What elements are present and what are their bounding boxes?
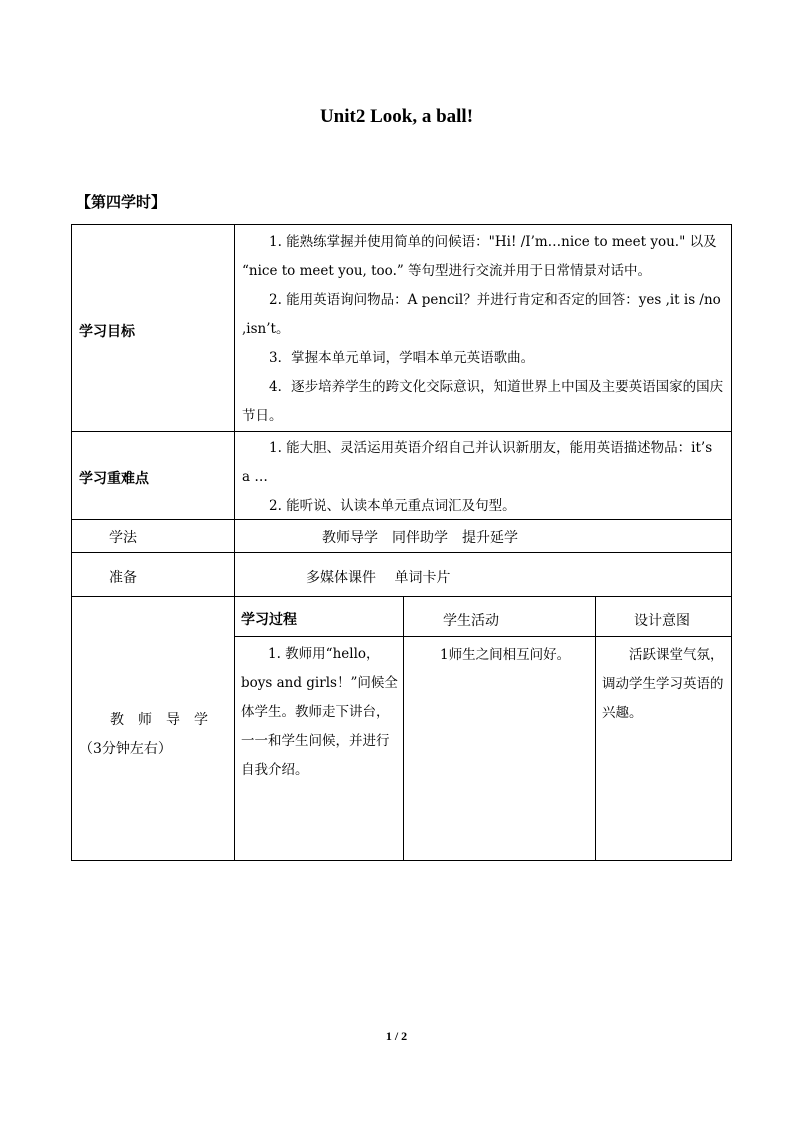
header-process: 学习过程 xyxy=(241,612,297,628)
student-activity: 1师生之间相互问好。 xyxy=(440,647,571,663)
goals-list xyxy=(242,228,726,431)
prep-value: 多媒体课件 单词卡片 xyxy=(306,570,451,586)
key-point-item: 1. 能大胆、灵活运用英语介绍自己并认识新朋友，能用英语描述物品：it’s a … xyxy=(242,440,726,485)
page-title: Unit2 Look, a ball! xyxy=(319,106,474,127)
page-number: 1 / 2 xyxy=(385,1029,408,1043)
method-value: 教师导学 同伴助学 提升延学 xyxy=(322,530,518,546)
key-point-item: 2. 能听说、认读本单元重点词汇及句型。 xyxy=(269,498,516,514)
header-intent: 设计意图 xyxy=(634,613,690,629)
goal-item: 2. 能用英语询问物品：A pencil？并进行肯定和否定的回答：yes ,it is /no ,isn’t。 xyxy=(242,292,721,337)
goal-item: 4．逐步培养学生的跨文化交际意识，知道世界上中国及主要英语国家的国庆节日。 xyxy=(242,379,724,424)
goal-item: 3．掌握本单元单词，学唱本单元英语歌曲。 xyxy=(269,350,535,366)
prep-label: 准备 xyxy=(109,570,137,586)
goals-label: 学习目标 xyxy=(79,324,135,340)
process-label: 教 师 导 学 xyxy=(110,712,208,728)
key-points-list xyxy=(242,434,726,521)
method-label: 学法 xyxy=(109,530,137,546)
goal-item: 1. 能熟练掌握并使用简单的问候语："Hi! /I’m…nice to meet you." 以及 “nice to meet you, too.” 等句型进行交流并用于日常情景对话中。 xyxy=(242,234,717,279)
key-points-label: 学习重难点 xyxy=(79,471,149,487)
process-step: 1. 教师用“hello，boys and girls！”问候全体学生。教师走下讲台，一一和学生问候，并进行自我介绍。 xyxy=(241,646,398,778)
process-sub-label: （3分钟左右） xyxy=(79,741,172,757)
section-label: 【第四学时】 xyxy=(76,193,167,211)
header-activity: 学生活动 xyxy=(443,613,499,629)
design-intent: 活跃课堂气氛，调动学生学习英语的兴趣。 xyxy=(602,647,724,721)
